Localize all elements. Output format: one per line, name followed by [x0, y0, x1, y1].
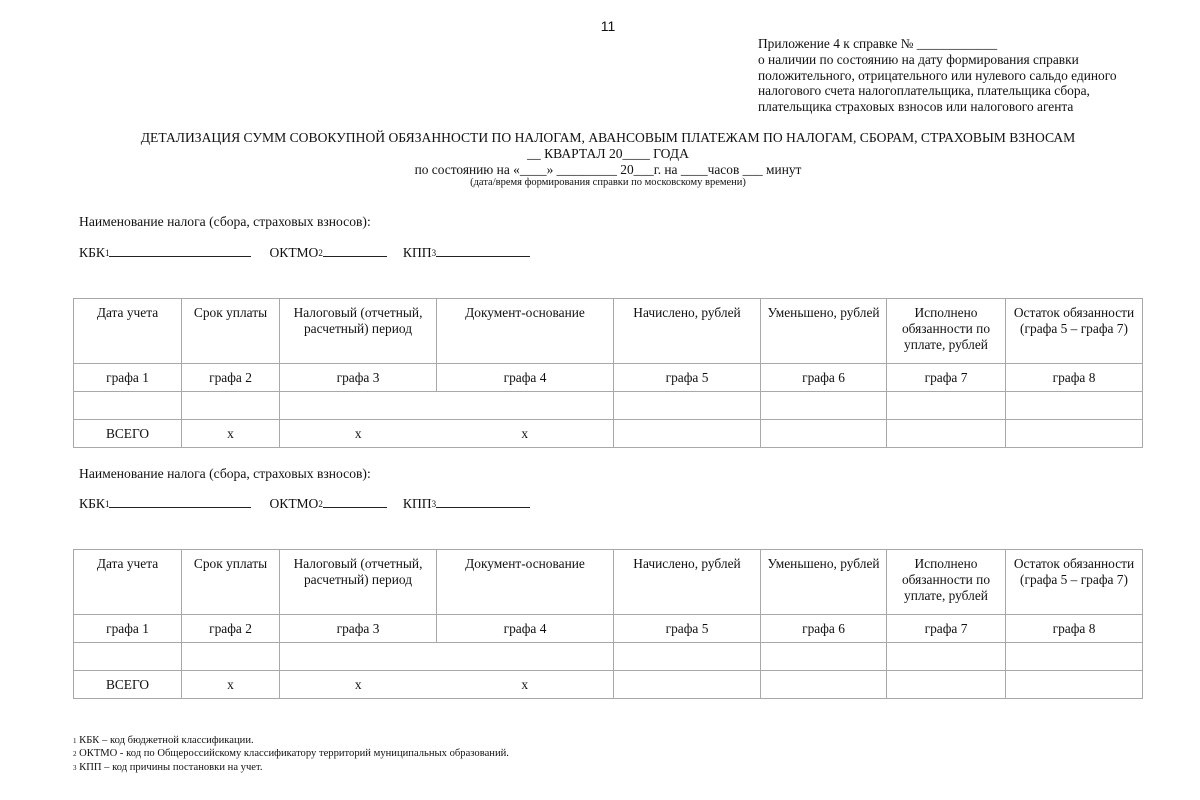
header-cell: Дата учета [74, 550, 182, 615]
column-number: графа 6 [761, 615, 887, 643]
appendix-line: о наличии по состоянию на дату формирования справки [758, 51, 1079, 67]
header-cell: Срок уплаты [182, 299, 280, 364]
footnote [73, 761, 509, 774]
footnote-text: КПП – код причины постановки на учет. [79, 761, 263, 773]
oktmo-label: ОКТМО [269, 245, 319, 260]
column-number: графа 8 [1006, 615, 1143, 643]
tax-name-label: Наименование налога (сбора, страховых взносов): [79, 466, 371, 481]
footnote-ref: 3 [431, 499, 437, 509]
footnote-text: КБК – код бюджетной классификации. [79, 735, 254, 746]
total-cell-graph4: x [521, 676, 529, 692]
page-number: 11 [600, 18, 616, 34]
column-number: графа 2 [182, 364, 280, 392]
column-number: графа 5 [614, 615, 761, 643]
footnote-ref: 3 [431, 248, 437, 258]
total-row [74, 420, 1143, 448]
column-number: графа 8 [1006, 364, 1143, 392]
footnote-text: ОКТМО - код по Общероссийскому классификатору территорий муниципальных образований. [79, 748, 509, 760]
header-cell: Налоговый (отчетный, расчетный) период [280, 550, 437, 615]
total-cell-merged [280, 420, 614, 448]
title-as-of-date: по состоянию на «____» _________ 20___г. на ____часов ___ минут [414, 162, 802, 177]
kbk-field[interactable] [79, 495, 251, 512]
column-number: графа 2 [182, 615, 280, 643]
footnote-mark: 1 [73, 737, 77, 745]
footnotes [73, 734, 509, 774]
codes-row [79, 495, 530, 512]
table-row [74, 643, 1143, 671]
table-header-row [74, 299, 1143, 364]
kpp-blank[interactable] [436, 495, 530, 508]
column-number: графа 7 [887, 615, 1006, 643]
kbk-field[interactable] [79, 244, 251, 261]
footnote-ref: 1 [104, 248, 110, 258]
title-quarter: __ КВАРТАЛ 20____ ГОДА [527, 146, 689, 161]
kpp-label: КПП [402, 496, 432, 511]
document-title [0, 130, 1200, 189]
total-cell[interactable] [761, 420, 887, 448]
data-cell-merged[interactable] [280, 643, 614, 671]
header-cell: Исполнено обязанности по уплате, рублей [887, 550, 1006, 615]
column-number-row [74, 364, 1143, 392]
oktmo-blank[interactable] [323, 244, 387, 257]
data-cell[interactable] [887, 643, 1006, 671]
footnote-ref: 2 [318, 248, 323, 258]
appendix-line: налогового счета налогоплательщика, плательщика сбора, [758, 83, 1090, 99]
total-cell[interactable] [761, 671, 887, 699]
appendix-note [758, 36, 1117, 115]
footnote [73, 747, 509, 760]
header-cell: Документ-основание [437, 550, 614, 615]
appendix-line: плательщика страховых взносов или налогового агента [758, 99, 1074, 115]
footnote-mark: 2 [73, 750, 77, 759]
total-cell: x [182, 671, 280, 699]
header-cell: Остаток обязанности (графа 5 – графа 7) [1006, 550, 1143, 615]
kpp-field[interactable] [403, 244, 530, 261]
footnote-ref: 1 [104, 499, 110, 509]
total-cell-graph4: x [521, 425, 529, 441]
data-cell[interactable] [761, 643, 887, 671]
appendix-line: положительного, отрицательного или нулевого сальдо единого [758, 67, 1117, 83]
column-number: графа 3 [280, 615, 437, 643]
footnote-mark: 3 [73, 763, 77, 772]
total-cell[interactable] [1006, 671, 1143, 699]
table-header-row [74, 550, 1143, 615]
header-cell: Документ-основание [437, 299, 614, 364]
total-cell-graph3: x [354, 676, 362, 692]
data-cell[interactable] [182, 392, 280, 420]
tax-name-label: Наименование налога (сбора, страховых взносов): [79, 214, 371, 229]
column-number-row [74, 615, 1143, 643]
column-number: графа 7 [887, 364, 1006, 392]
data-cell[interactable] [614, 643, 761, 671]
column-number: графа 5 [614, 364, 761, 392]
header-cell: Срок уплаты [182, 550, 280, 615]
total-row [74, 671, 1143, 699]
data-cell-merged[interactable] [280, 392, 614, 420]
column-number: графа 1 [74, 364, 182, 392]
oktmo-blank[interactable] [323, 495, 387, 508]
kbk-blank[interactable] [109, 495, 251, 508]
oktmo-field[interactable] [269, 495, 386, 512]
footnote [73, 734, 509, 747]
title-main: ДЕТАЛИЗАЦИЯ СУММ СОВОКУПНОЙ ОБЯЗАННОСТИ ПО НАЛОГАМ, АВАНСОВЫМ ПЛАТЕЖАМ ПО НАЛОГАМ, СБОРАМ, СТРАХОВЫМ ВЗНОСАМ [140, 130, 1076, 145]
header-cell: Начислено, рублей [614, 550, 761, 615]
oktmo-label: ОКТМО [269, 496, 319, 511]
kpp-field[interactable] [403, 495, 530, 512]
column-number: графа 4 [437, 615, 614, 643]
detail-table [73, 298, 1143, 448]
kpp-blank[interactable] [436, 244, 530, 257]
header-cell: Уменьшено, рублей [761, 299, 887, 364]
data-cell[interactable] [887, 392, 1006, 420]
total-cell[interactable] [1006, 420, 1143, 448]
total-cell: x [182, 420, 280, 448]
detail-table [73, 549, 1143, 699]
kbk-label: КБК [79, 245, 105, 260]
header-cell: Исполнено обязанности по уплате, рублей [887, 299, 1006, 364]
data-cell[interactable] [74, 643, 182, 671]
total-label: ВСЕГО [74, 671, 182, 699]
footnote-ref: 2 [318, 499, 323, 509]
header-cell: Начислено, рублей [614, 299, 761, 364]
appendix-line: Приложение 4 к справке № ____________ [758, 36, 998, 51]
title-date-note: (дата/время формирования справки по московскому времени) [470, 177, 746, 188]
data-cell[interactable] [1006, 643, 1143, 671]
header-cell: Налоговый (отчетный, расчетный) период [280, 299, 437, 364]
data-cell[interactable] [1006, 392, 1143, 420]
header-cell: Уменьшено, рублей [761, 550, 887, 615]
header-cell: Остаток обязанности (графа 5 – графа 7) [1006, 299, 1143, 364]
data-cell[interactable] [761, 392, 887, 420]
data-cell[interactable] [182, 643, 280, 671]
column-number: графа 4 [437, 364, 614, 392]
total-cell[interactable] [887, 420, 1006, 448]
total-cell[interactable] [887, 671, 1006, 699]
column-number: графа 6 [761, 364, 887, 392]
kbk-label: КБК [79, 496, 105, 511]
header-cell: Дата учета [74, 299, 182, 364]
total-cell[interactable] [614, 420, 761, 448]
table-row [74, 392, 1143, 420]
total-label: ВСЕГО [74, 420, 182, 448]
oktmo-field[interactable] [269, 244, 386, 261]
total-cell-graph3: x [354, 425, 362, 441]
codes-row [79, 244, 530, 261]
data-cell[interactable] [614, 392, 761, 420]
total-cell[interactable] [614, 671, 761, 699]
total-cell-merged [280, 671, 614, 699]
data-cell[interactable] [74, 392, 182, 420]
kpp-label: КПП [402, 245, 432, 260]
kbk-blank[interactable] [109, 244, 251, 257]
column-number: графа 1 [74, 615, 182, 643]
column-number: графа 3 [280, 364, 437, 392]
